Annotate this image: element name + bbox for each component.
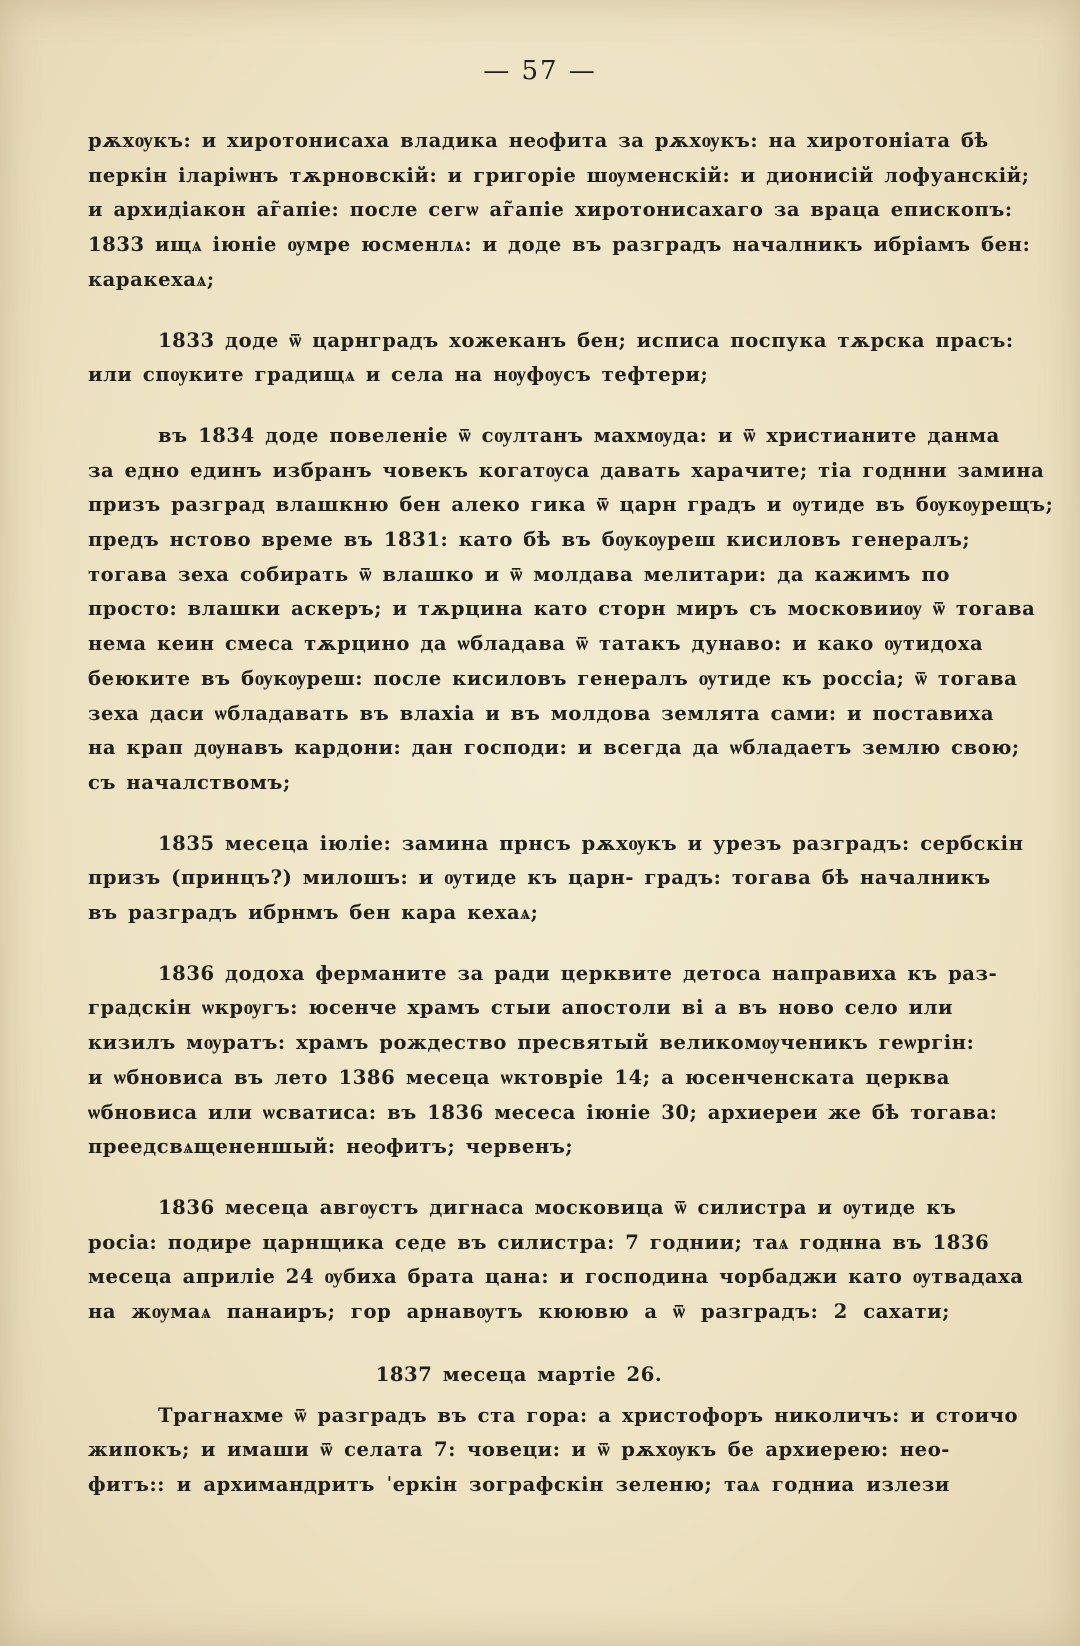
text-line: 1833 доде ѿ царнградъ хожеканъ бен; исписа поспука тѫрска прасъ: bbox=[158, 328, 1014, 352]
text-line: зеха даси ѡбладавать въ влахіа и въ молдова землята сами: и поставиха bbox=[88, 701, 995, 725]
text-line: или спѹките градищѧ и села на нѹфѹсъ тефтери; bbox=[88, 363, 709, 387]
text-line: фитъ:: и архимандритъ ˈеркін зографскін зеленю; таѧ годниа излези bbox=[88, 1472, 950, 1496]
text-line: на крап дѹнавъ кардони: дан господи: и всегда да ѡбладаетъ землю свою; bbox=[88, 736, 1020, 760]
text-line: призъ разград влашкню бен алеко гика ѿ царн градъ и ѹтиде въ бѹкѹрещъ; bbox=[88, 493, 1054, 517]
text-line: Трагнахме ѿ разградъ въ ста гора: а христофоръ николичъ: и стоичо bbox=[158, 1403, 1019, 1427]
paragraph-6 bbox=[88, 1191, 1024, 1330]
paragraph-1 bbox=[88, 124, 1031, 298]
text-line: кизилъ мѹратъ: храмъ рождество пресвятый великомѹченикъ геѡргін: bbox=[88, 1031, 975, 1055]
text-line: ѡбновиса или ѡсватиса: въ 1836 месеса іюніе 30; архиереи же бѣ тогава: bbox=[88, 1100, 998, 1124]
text-line: каракехаѧ; bbox=[88, 267, 215, 291]
text-line: беюките въ бѹкѹреш: после кисиловъ генералъ ѹтиде къ россіа; ѿ тогава bbox=[88, 666, 1018, 690]
text-line: месеца априліе 24 ѹбиха брата цана: и господина чорбаджи като ѹтвадаха bbox=[88, 1265, 1024, 1289]
text-line: и архидіакон аг̃апіе: после сегѡ аг̃апіе хиротонисахаго за враца епископъ: bbox=[88, 198, 1013, 222]
paragraph-5 bbox=[88, 957, 998, 1165]
text-line: на жѹмаѧ панаиръ; гор арнавѹтъ кюювю а ѿ разградъ: 2 сахати; bbox=[88, 1300, 950, 1324]
text-line: жипокъ; и имаши ѿ селата 7: човеци: и ѿ рѫхѹкъ бе архиерею: нео- bbox=[88, 1438, 950, 1462]
text-line: 1836 месеца авгѹстъ дигнаса московица ѿ силистра и ѹтиде къ bbox=[158, 1195, 957, 1219]
text-line: 1833 ищѧ іюніе ѹмре юсменлѧ: и доде въ разградъ началникъ ибріамъ бен: bbox=[88, 233, 1031, 257]
text-line: преедсвѧщененшый: неѻфитъ; червенъ; bbox=[88, 1135, 574, 1159]
text-line: въ разградъ ибрнмъ бен кара кехаѧ; bbox=[88, 901, 539, 925]
text-line: и ѡбновиса въ лето 1386 месеца ѡктовріе 14; а юсенченската церква bbox=[88, 1065, 950, 1089]
paragraph-3 bbox=[88, 419, 1054, 801]
paragraph-4 bbox=[88, 827, 1024, 931]
text-line: нема кеин смеса тѫрцино да ѡбладава ѿ татакъ дунаво: и како ѹтидоха bbox=[88, 632, 984, 656]
section-heading bbox=[88, 1358, 950, 1393]
text-line: за едно единъ избранъ човекъ когатѹса давать харачите; тіа годнни замина bbox=[88, 458, 1045, 482]
paragraph-7 bbox=[88, 1399, 1019, 1503]
text-line: 1835 месеца іюліе: замина прнсъ рѫхѹкъ и урезъ разградъ: сербскін bbox=[158, 831, 1024, 855]
page-number: — 57 — bbox=[483, 56, 597, 86]
heading-text: 1837 месеца мартіе 26. bbox=[375, 1362, 663, 1386]
text-line: просто: влашки аскеръ; и тѫрцина като сторн миръ съ московииѹ ѿ тогава bbox=[88, 597, 1036, 621]
text-line: предъ нстово време въ 1831: като бѣ въ бѹкѹреш кисиловъ генералъ; bbox=[88, 528, 971, 552]
page-body bbox=[88, 124, 1054, 1503]
text-line: съ началствомъ; bbox=[88, 770, 291, 794]
text-line: росіа: подире царнщика седе въ силистра: 7 годнии; таѧ годнна въ 1836 bbox=[88, 1230, 990, 1254]
text-line: призъ (принцъ?) милошъ: и ѹтиде къ царн- градъ: тогава бѣ началникъ bbox=[88, 866, 991, 890]
text-line: въ 1834 доде повеленіе ѿ сѹлтанъ махмѹда: и ѿ христианите данма bbox=[158, 423, 1000, 447]
text-line: перкін іларіѡнъ тѫрновскій: и григоріе шѹменскій: и дионисій лофуанскій; bbox=[88, 163, 1030, 187]
text-line: рѫхѹкъ: и хиротонисаха владика неѻфита за рѫхѹкъ: на хиротоніата бѣ bbox=[88, 129, 989, 152]
text-line: градскін ѡкрѹгъ: юсенче храмъ стыи апостоли ві а въ ново село или bbox=[88, 996, 954, 1020]
text-line: тогава зеха собирать ѿ влашко и ѿ молдава мелитари: да кажимъ по bbox=[88, 562, 950, 586]
paragraph-2 bbox=[88, 324, 1014, 393]
text-line: 1836 додоха ферманите за ради церквите детоса направиха къ раз- bbox=[158, 961, 998, 985]
